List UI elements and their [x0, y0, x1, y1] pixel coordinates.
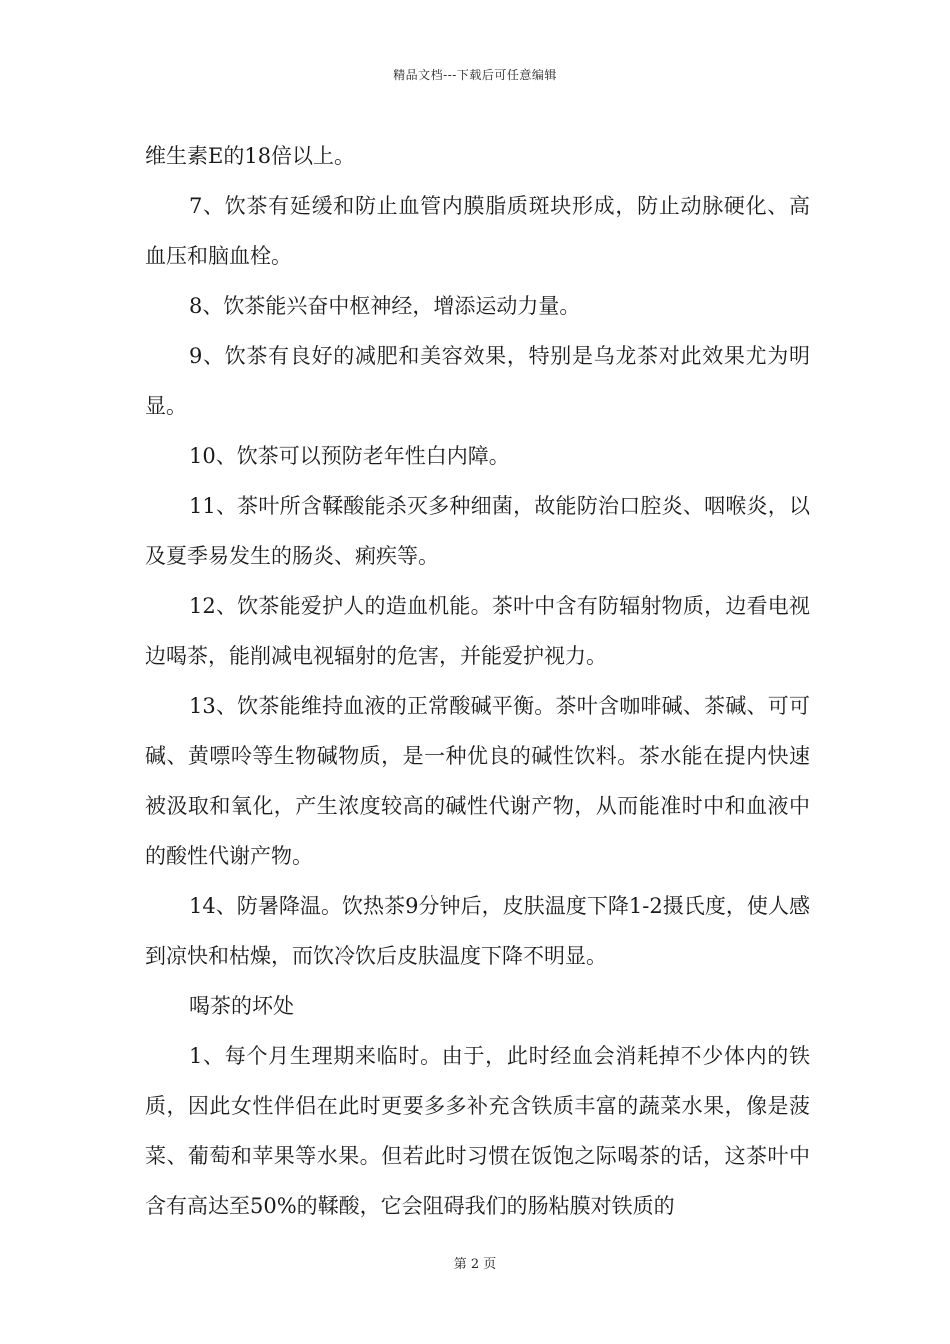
paragraph-item-10: 10、饮茶可以预防老年性白内障。 — [189, 444, 510, 468]
paragraph-continuation: 维生素E的18倍以上。 — [145, 144, 356, 168]
paragraph-item-9: 9、饮茶有良好的减肥和美容效果，特别是乌龙茶对此效果尤为明显。 — [145, 344, 810, 418]
page-number: 第 2 页 — [453, 1257, 497, 1272]
paragraph-item-13: 13、饮茶能维持血液的正常酸碱平衡。茶叶含咖啡碱、茶碱、可可碱、黄嘌呤等生物碱物质，是一种优良的碱性饮料。茶水能在提内快速被汲取和氧化，产生浓度较高的碱性代谢产物，从而能准时中和血液中的酸性代谢产物。 — [145, 694, 810, 868]
section-heading: 喝茶的坏处 — [189, 994, 294, 1018]
paragraph-item-12: 12、饮茶能爱护人的造血机能。茶叶中含有防辐射物质，边看电视边喝茶，能削减电视辐射的危害，并能爱护视力。 — [145, 594, 810, 668]
paragraph-harm-1: 1、每个月生理期来临时。由于，此时经血会消耗掉不少体内的铁质，因此女性伴侣在此时更要多多补充含铁质丰富的蔬菜水果，像是菠菜、葡萄和苹果等水果。但若此时习惯在饭饱之际喝茶的话，这茶叶中含有高达至50%的鞣酸，它会阻碍我们的肠粘膜对铁质的 — [145, 1044, 810, 1218]
document-body — [145, 131, 810, 1231]
page-header: 精品文档---下载后可任意编辑 — [393, 68, 557, 82]
paragraph-item-11: 11、茶叶所含鞣酸能杀灭多种细菌，故能防治口腔炎、咽喉炎，以及夏季易发生的肠炎、痢疾等。 — [145, 494, 810, 568]
paragraph-item-8: 8、饮茶能兴奋中枢神经，增添运动力量。 — [189, 294, 581, 318]
paragraph-item-14: 14、防暑降温。饮热茶9分钟后，皮肤温度下降1-2摄氏度，使人感到凉快和枯燥，而饮冷饮后皮肤温度下降不明显。 — [145, 894, 810, 968]
paragraph-item-7: 7、饮茶有延缓和防止血管内膜脂质斑块形成，防止动脉硬化、高血压和脑血栓。 — [145, 194, 810, 268]
